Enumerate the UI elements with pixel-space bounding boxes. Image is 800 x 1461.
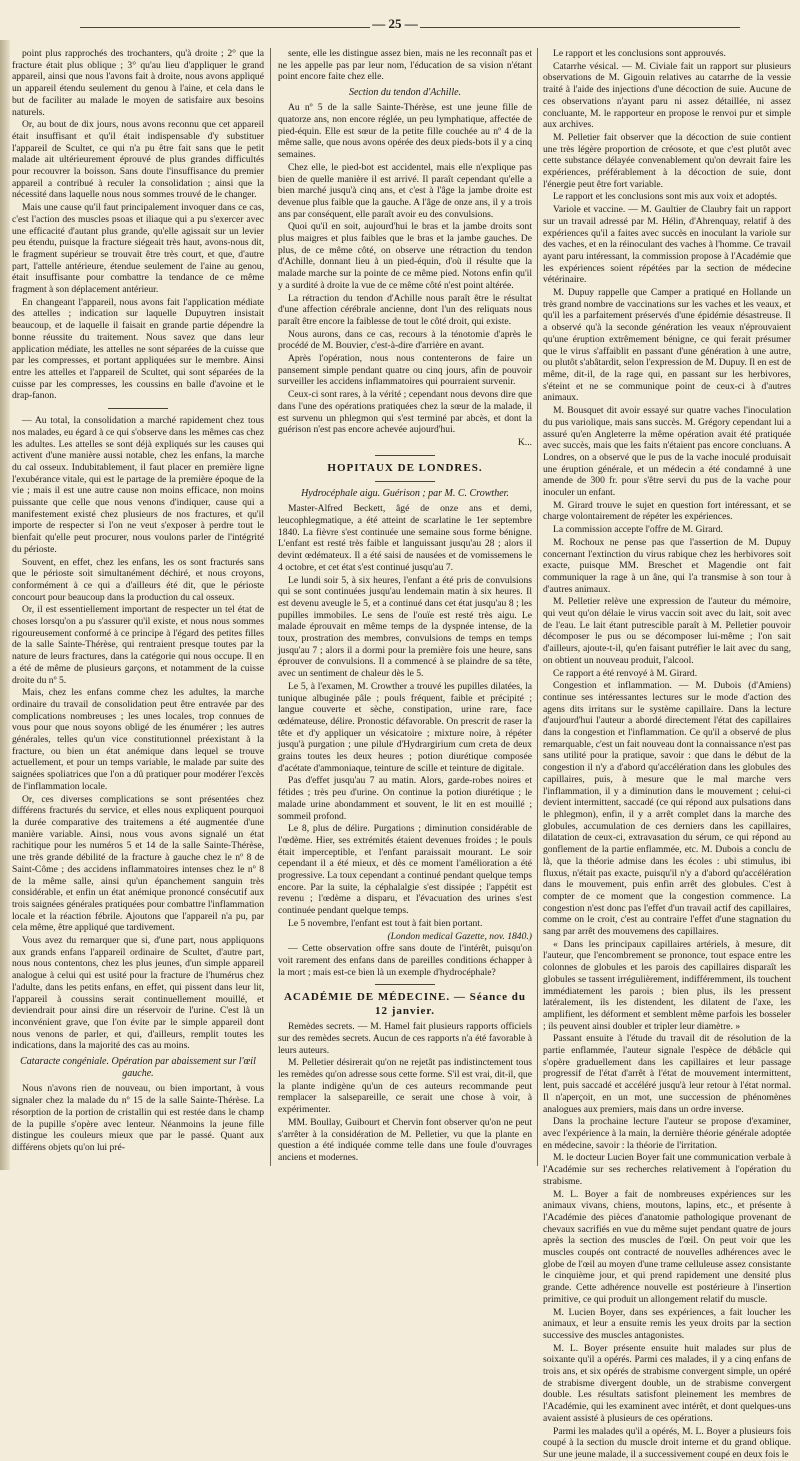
source-citation: (London medical Gazette, nov. 1840.) — [387, 930, 532, 942]
paragraph: M. Dupuy rappelle que Camper a pratiqué en Hollande un très grand nombre de vaccinations sur les vaches et les veaux, et qu'il les a parfaitement préservés d'une épidémie désastreuse. Il a observé qu'à la seconde génération les veaux n'éprouvaient qu'une éruption extrêmement bénigne, ce qui ferait présumer que le virus s'affaiblit en passant d'une génération à une autre, ou plutôt s'abâtardit, selon l'expression de M. Dupuy. Il en est de même, dit-il, de la rage qui, en passant sur les herbivores, s'éteint et ne se communique point de ceux-ci à d'autres animaux. — [543, 287, 791, 404]
paragraph: M. L. Boyer a fait de nombreuses expériences sur les animaux vivans, chiens, moutons, lapins, etc., et présente à l'Académie des pièces d'anatomie pathologique provenant de chevaux sacrifiés en vue du même sujet pendant quatre de jours après la section des muscles de l'œil. On peut voir que les muscles coupés ont contracté de nouvelles adhérences avec le globe de l'œil au moyen d'une trame celluleuse assez consistante le cinquième jour, et qui prend rapidement une densité plus grande. Cette adhérence nouvelle est postérieure à l'insertion primitive, ce qui produit un allongement relatif du muscle. — [543, 1188, 791, 1305]
paragraph: Le lundi soir 5, à six heures, l'enfant a été pris de convulsions qui se sont continuées jusqu'au lendemain matin à six heures. Il est devenu aveugle le 5, et a continué dans cet état jusqu'au 8 ; les pupilles immobiles. Le sens de l'ouïe est resté très aigu. Le malade éprouvait en même temps de la dyspnée intense, de la toux, prostration des membres, convulsions de temps en temps jusqu'au 7 ; alors il a dormi pour la première fois une heure, sans éprouver de convulsions. Il a commencé à se plaindre de sa tête, avec un sentiment de chaleur dès le 5. — [278, 574, 532, 680]
paragraph: Souvent, en effet, chez les enfans, les os sont fracturés sans que le périoste soit simultanément déchiré, et nous croyons, conformément à ce qui a d'ailleurs été dit, que le périoste concourt pour beaucoup dans la production du cal osseux. — [12, 556, 264, 603]
paragraph: Or, ces diverses complications se sont présentées chez différens fracturés du service, et elles nous expliquent pourquoi la durée comparative des traitemens a été augmentée d'une manière variable. Ainsi, nous vous avons signalé un état rachitique pour les numéros 5 et 14 de la salle Sainte-Thérèse, une très grande débilité de la fracture à gauche chez le nº 8 de Saint-Côme ; des accidens inflammatoires intenses chez le nº 8 de la même salle, ainsi qu'un épanchement sanguin très considérable, et enfin un état anémique prononcé consécutif aux trois saignées générales pratiquées pour combattre l'inflammation locale et la réaction fébrile. Ajoutons que l'appareil n'a pu, par cela même, être appliqué que tardivement. — [12, 793, 264, 934]
paragraph: Le 5, à l'examen, M. Crowther a trouvé les pupilles dilatées, la tunique albuginée pâle ; pouls fréquent, faible et précipité ; langue couverte et sèche, constipation, urine rare, face œdémateuse, délire. Pronostic défavorable. On prescrit de raser la tête et d'y appliquer un vésicatoire ; mixture noire, à répéter jusqu'à purgation ; une pilule d'Hydrargirium cum creta de deux grains toutes les deux heures ; potion diurétique composée d'acétate d'ammoniaque, teinture de scille et teinture de digitale. — [278, 680, 532, 774]
paragraph: Au nº 5 de la salle Sainte-Thérèse, est une jeune fille de quatorze ans, non encore réglée, un peu lymphatique, affectée de pied-équin. Elle est sœur de la petite fille couchée au nº 4 de la même salle, que nous avons opérée des deux pieds-bots il y a cinq semaines. — [278, 102, 532, 161]
paragraph: Remèdes secrets. — M. Hamel fait plusieurs rapports officiels sur des remèdes secrets. Aucun de ces rapports n'a été favorable à leurs auteurs. — [278, 1021, 532, 1056]
signature: K... — [517, 436, 532, 448]
paragraph: Nous aurons, dans ce cas, recours à la ténotomie d'après le procédé de M. Bouvier, c'est-à-dire d'arrière en avant. — [278, 328, 532, 352]
paragraph: Master-Alfred Beckett, âgé de onze ans et demi, leucophlegmatique, a été atteint de scarlatine le 1er septembre 1840. La fièvre s'est continuée une semaine sous forme bénigne. L'enfant est resté très faible et languissant jusqu'au 28 ; alors il devint œdémateux. Il a été saisi de nausées et de vomissemens le 4 octobre, et cet état s'est continué jusqu'au 7. — [278, 503, 532, 573]
section-separator — [375, 984, 435, 985]
paragraph: Or, il est essentiellement important de respecter un tel état de choses lorsqu'on a pu s'assurer qu'il existe, et nous nous sommes rigoureusement conformé à ce principe à l'égard des petites filles de la salle Sainte-Thérèse, qui rentraient presque toutes par la nature de leurs fractures, dans la catégorie qui nous occupe. Il en a été de même de plusieurs garçons, et notamment de la cuisse droite du nº 5. — [12, 604, 264, 686]
paragraph: Or, au bout de dix jours, nous avons reconnu que cet appareil était insuffisant et qu'il était indispensable d'y substituer l'appareil de Scultet, ce qui n'a pu être fait sans que le petit malade ait ultérieurement éprouvé de plus grandes difficultés pour recouvrer la boisson. Sans doute l'insuffisance du premier appareil a contribué à reculer la consolidation ; ainsi que la nécessité dans laquelle nous nous sommes trouvé de le changer. — [12, 119, 264, 201]
header-rule-left — [80, 27, 370, 28]
page-number: — 25 — — [372, 16, 418, 31]
column-2 — [278, 48, 532, 1166]
paragraph: Vous avez du remarquer que si, d'une part, nous appliquons aux grands enfans l'appareil ordinaire de Scultet, d'autre part, nous nous contentons, chez les plus jeunes, d'un simple appareil analogue à celui qui est usité pour la fracture de l'humérus chez l'adulte, dans les petits enfans, en effet, qui pissent dans leur lit, l'appareil à coussins serait continuellement mouillé, et deviendrait pour ainsi dire un réservoir de l'urine. C'est là un inconvénient grave, que l'on évite par le simple appareil dont nous venons de parler, et qui, d'ailleurs, remplit toutes les indications, dans la majorité des cas au moins. — [12, 935, 264, 1052]
section-separator — [108, 408, 168, 409]
paragraph: sente, elle les distingue assez bien, mais ne les reconnaît pas et ne les appelle pas par leur nom, l'éducation de sa vision n'étant point encore faite chez elle. — [278, 48, 532, 83]
paragraph: Le rapport et les conclusions sont mis aux voix et adoptés. — [553, 191, 778, 203]
paragraph: Parmi les malades qu'il a opérés, M. L. Boyer a plusieurs fois coupé à la section du muscle droit interne et du grand oblique. Sur une jeune malade, il a successivement coupé en deux fois le — [543, 1425, 791, 1460]
column-3 — [543, 48, 792, 1460]
paragraph: Le rapport et les conclusions sont approuvés. — [553, 48, 726, 59]
paragraph: Le 8, plus de délire. Purgations ; diminution considérable de l'œdème. Hier, ses extrémités étaient devenues froides ; le pouls était imperceptible, et l'enfant paraissait mourant. Le soir cependant il a été mieux, et dès ce moment l'amélioration a été progressive. La toux cependant a continué pendant quelque temps encore. Par la suite, la céphalalgie s'est dissipée ; l'appétit est revenu ; l'œdème a disparu, et l'évacuation des urines s'est continuée pendant quelque temps. — [278, 823, 532, 917]
section-title: Section du tendon d'Achille. — [348, 87, 462, 99]
paragraph: M. le docteur Lucien Boyer fait une communication verbale à l'Académie sur ses recherches relativement à l'opération du strabisme. — [543, 1152, 791, 1187]
paragraph: M. Pelletier relève une expression de l'auteur du mémoire, qui veut qu'on délaie le virus vaccin soit avec du lait, soit avec de l'eau. Le lait étant putrescible paraît à M. Pelletier pouvoir décomposer le pus ou se décomposer lui-même ; l'on sait d'ailleurs, ajoute-t-il, qu'en faisant putréfier le lait avec du sang, on obtient un nouveau produit, l'alcool. — [543, 596, 791, 666]
paragraph: M. Bousquet dit avoir essayé sur quatre vaches l'inoculation du pus variolique, mais sans succès. M. Grégory cependant lui a assuré qu'en Angleterre la même opération avait été pratiquée avec succès, mais que les faits n'étaient pas encore concluans. A Londres, on a observé que le pus de la vache inoculé produisait une éruption générale, et un médecin a été condamné à une amende de 300 fr. pour s'être servi du pus de la vache pour inoculer un enfant. — [543, 405, 791, 499]
paragraph: La rétraction du tendon d'Achille nous paraît être le résultat d'une affection cérébrale ancienne, dont l'un des reliquats nous paraît être encore la faiblesse de tout le côté droit, qui existe. — [278, 292, 532, 327]
section-title: Cataracte congéniale. Opération par abaissement sur l'œil gauche. — [20, 1056, 256, 1080]
paragraph: M. Lucien Boyer, dans ses expériences, a fait loucher les animaux, et leur a ensuite remis les yeux droits par la section successive des muscles antagonistes. — [543, 1306, 791, 1341]
paragraph: Variole et vaccine. — M. Gaultier de Claubry fait un rapport sur un travail adressé par M. Hélin, d'Ahrenquay, relatif à des expériences qu'il a faites avec succès en inoculant la variole sur des vaches, et en la réinoculant des vaches à l'homme. Ce travail ayant paru intéressant, la commission propose à l'Académie que les expériences soient répétées par la section de médecine vétérinaire. — [543, 204, 791, 286]
article-subtitle: Hydrocéphale aigu. Guérison ; par M. C. Crowther. — [301, 488, 509, 500]
paragraph: M. Girard trouve le sujet en question fort intéressant, et se charge volontairement de répéter les expériences. — [543, 499, 791, 523]
paragraph: « Dans les principaux capillaires artériels, à mesure, dit l'auteur, que l'encombrement se prononce, tout espace entre les colonnes de globules et les parois des capillaires disparaît les globules se tassent irrégulièrement, indifféremment, ils touchent immédiatement les parois ; bien plus, ils les pressent latéralement, ils les distendent, les dilatent de l'axe, les amplifient, les déforment et semblent même parfois les bosseler ; ils peuvent ainsi doubler et tripler leur diamètre. » — [543, 938, 791, 1032]
column-1 — [12, 48, 264, 1166]
section-heading: ACADÉMIE DE MÉDECINE. — Séance du 12 janvier. — [283, 991, 527, 1017]
section-separator — [375, 481, 435, 482]
paragraph: MM. Boullay, Guibourt et Chervin font observer qu'on ne peut s'arrêter à la considération de M. Pelletier, vu que la plante en question a été indiquée comme telle dans une foule d'ouvrages anciens et modernes. — [278, 1116, 532, 1163]
paragraph: M. Pelletier désirerait qu'on ne rejetât pas indistinctement tous les remèdes qu'on adresse sous cette forme. S'il est vrai, dit-il, que la plante indigène qu'un de ces auteurs recommande peut remplacer la salsepareille, ce serait une chose à voir, à expérimenter. — [278, 1057, 532, 1116]
paragraph: Ce rapport a été renvoyé à M. Girard. — [553, 667, 698, 679]
column-divider — [270, 48, 271, 1166]
paragraph: En changeant l'appareil, nous avons fait l'application médiate des attelles ; indication sur laquelle Dupuytren insistait beaucoup, et de laquelle il faisait en grande partie dépendre la bonne réussite du traitement. Nous savez que dans leur application médiate, les attelles ne sont séparées de la cuisse que par les compresses, et portant appliquées sur le membre. Ainsi entre les attelles et l'appareil de Scultet, qui sont séparées de la cuisse par les compresses, les coussins en balle d'avoine et le drap-fanon. — [12, 296, 264, 402]
paragraph: Congestion et inflammation. — M. Dubois (d'Amiens) continue ses intéressantes lectures sur le mode d'action des agens dits irritans sur le système capillaire. Dans la lecture d'aujourd'hui l'auteur a abordé directement l'état des capillaires dans la congestion et l'inflammation. Ce qu'il a observé de plus remarquable, c'est un fait nouveau dont la connaissance n'est pas sans utilité pour la pratique, savoir : que dans le début de la congestion il n'y a d'abord qu'accélération dans les globules des capillaires, puis, à mesure que le mal marche vers l'inflammation, il y a diminution dans le mouvement ; celui-ci devient intermittent, saccadé (ce qui répond aux pulsations dans le phlegmon), enfin, il y a arrêt complet dans la marche des globules, accumulation de ces derniers dans les capillaires, dilatation de ceux-ci, extravasation du sérum, ce qui répond au gonflement de la partie enflammée, etc. M. Dubois a conclu de là, que la théorie admise dans les écoles : ubi stimulus, ibi fluxus, n'était pas exacte, puisqu'il n'y a d'abord qu'accélération dans le mouvement, puis enfin arrêt des globules. C'est à compter de ce moment que la congestion commence. La congestion n'est donc pas l'effet d'un travail actif des capillaires, comme on le croit, c'est au contraire l'effet d'une stagnation du sang par arrêt des mouvemens des capillaires. — [543, 680, 792, 938]
paragraph: Passant ensuite à l'étude du travail dit de résolution de la partie enflammée, l'auteur signale l'espèce de débâcle qui s'opère graduellement dans les capillaires et leur passage progressif de l'état d'arrêt à l'état de mouvement intermittent, lent, puis saccadé et accéléré jusqu'à leur retour à l'état normal. Il n'aperçoit, en un mot, une succession de phénomènes analogues aux premiers, mais dans un ordre inverse. — [543, 1033, 791, 1115]
section-heading: HOPITAUX DE LONDRES. — [327, 461, 483, 474]
paragraph: — Cette observation offre sans doute de l'intérêt, puisqu'on voit rarement des enfans dans de pareilles conditions échapper à la mort ; mais est-ce bien là un exemple d'hydrocéphale? — [278, 943, 532, 978]
paragraph: Le 5 novembre, l'enfant est tout à fait bien portant. — [288, 917, 483, 929]
paragraph: M. L. Boyer présente ensuite huit malades sur plus de soixante qu'il a opérés. Parmi ces malades, il y a cinq enfans de trois ans, et six opérés de strabisme convergent simple, un opéré de strabisme divergent double, un de strabisme convergent double. Les résultats satisfont pleinement les membres de l'Académie, qui les examinent avec intérêt, et dont quelques-uns avaient assisté à plusieurs de ces opérations. — [543, 1342, 791, 1424]
header-rule-right — [420, 27, 740, 28]
paragraph: Nous n'avons rien de nouveau, ou bien important, à vous signaler chez la malade du nº 15 de la salle Sainte-Thérèse. La résorption de la portion de cristallin qui est restée dans le champ de la pupille s'opère avec lenteur. Néanmoins la jeune fille distingue les couleurs mieux que par le passé. Quant aux différens objets qu'on lui pré- — [12, 1083, 264, 1153]
paragraph: Quoi qu'il en soit, aujourd'hui le bras et la jambe droits sont plus maigres et plus faibles que le bras et la jambe gauches. De plus, de ce même côté, on observe une rétraction du tendon d'Achille, donnant lieu à un pied-équin, d'où il résulte que la malade marche sur la pointe de ce même pied. Notons enfin qu'il y a surdité à droite la vue de ce même côté n'est point altérée. — [278, 221, 532, 291]
paragraph: Mais, chez les enfans comme chez les adultes, la marche ordinaire du travail de consolidation peut être entravée par des complications nombreuses ; les unes locales, trop connues de vous pour que nous soyons obligé de les énumérer ; les autres générales, telles qu'un vice constitutionnel préexistant à la fracture, ou bien un état anémique dans lequel se trouve actuellement, et pour un temps variable, le malade par suite des saignées spoliatrices que l'on a dû pratiquer pour modérer l'excès de l'inflammation locale. — [12, 687, 264, 792]
paragraph: Après l'opération, nous nous contenterons de faire un pansement simple pendant quatre ou cinq jours, afin de pouvoir surveiller les accidens inflammatoires qui pourraient survenir. — [278, 353, 532, 388]
paragraph: Pas d'effet jusqu'au 7 au matin. Alors, garde-robes noires et fétides ; très peu d'urine. On continue la potion diurétique ; le malade urine abondamment et souvent, le lit en est mouillé ; sommeil profond. — [278, 775, 532, 822]
paragraph: point plus rapprochés des trochanters, qu'à droite ; 2° que la fracture était plus oblique ; 3° qu'au lieu d'appliquer le grand appareil, ainsi que nous l'avons fait à droite, nous avons appliqué un appareil étendu seulement du genou à l'aine, et cela dans le but de faciliter au malade le moyen de satisfaire aux besoins naturels. — [12, 48, 264, 118]
column-divider — [537, 48, 538, 1166]
page-binding-edge — [0, 40, 10, 1170]
paragraph: Mais une cause qu'il faut principalement invoquer dans ce cas, c'est l'action des muscles psoas et iliaque qui a pu s'exercer avec une efficacité d'autant plus grande, qu'elle agissait sur un levier peu étendu, puisque la fracture siégeait très haut, avons-nous dit, le fragment supérieur se trouvait être très court, et que, d'autre part, l'attelle antérieure, étendue seulement de l'aine au genou, était insuffisante pour combattre la tendance de ce même fragment à son déplacement antérieur. — [12, 202, 264, 296]
paragraph: Chez elle, le pied-bot est accidentel, mais elle n'explique pas bien de quelle manière il est arrivé. Il paraît cependant qu'elle a bien marché jusqu'à cinq ans, et c'est à l'âge la jambe droite est devenue plus faible que la gauche. A l'âge de onze ans, il y a trois ans par conséquent, elle paraît avoir eu des convulsions. — [278, 161, 532, 220]
paragraph: — Au total, la consolidation a marché rapidement chez tous nos malades, eu égard à ce qui s'observe dans les mêmes cas chez les adultes. Les attelles se sont déjà expliqués sur les causes qui activent d'une manière aussi notable, chez les enfans, la marche du cal osseux. Indubitablement, il faut placer en première ligne l'exubérance vitale, qui est le partage de la première époque de la vie ; mais il est une autre cause non moins efficace, non moins puissante que celle que nous venons d'indiquer, cause qui a manifestement existé chez plusieurs de nos fractures, et qu'il importe de respecter si l'on ne veut s'exposer à perdre tout le bienfait qu'elle peut procurer, nous voulons parler de l'intégrité du périoste. — [12, 415, 264, 555]
paragraph: M. Pelletier fait observer que la décoction de suie contient une très légère proportion de créosote, et que c'est plutôt avec cette substance délayée convenablement qu'on devrait faire les expériences, préférablement à la décoction de suie, dont l'énergie peut être fort variable. — [543, 131, 791, 190]
page-header — [0, 14, 800, 44]
paragraph: La commission accepte l'offre de M. Girard. — [553, 524, 723, 536]
paragraph: Catarrhe vésical. — M. Civiale fait un rapport sur plusieurs observations de M. Gigouin relatives au catarrhe de la vessie traité à l'aide des injections d'une décoction de suie. Aucune de ces observations n'ayant paru ni assez détaillée, ni assez concluante, M. le rapporteur en propose le renvoi pur et simple aux archives. — [543, 60, 791, 131]
paragraph: M. Rochoux ne pense pas que l'assertion de M. Dupuy concernant l'extinction du virus rabique chez les herbivores soit exacte, puisque MM. Breschet et Magendie ont fait communiquer la rage à un âne, qui l'a transmise à son tour à d'autres animaux. — [543, 536, 791, 595]
paragraph: Dans la prochaine lecture l'auteur se propose d'examiner, avec l'expérience à la main, la dernière théorie générale adoptée en médecine, savoir : la théorie de l'irritation. — [543, 1116, 791, 1151]
paragraph: Ceux-ci sont rares, à la vérité ; cependant nous devons dire que dans l'une des opérations pratiquées chez la sœur de la malade, il est survenu un phlegmon qui s'est terminé par abcès, et dont la guérison n'est pas encore achevée aujourd'hui. — [278, 389, 532, 436]
section-separator — [375, 455, 435, 456]
